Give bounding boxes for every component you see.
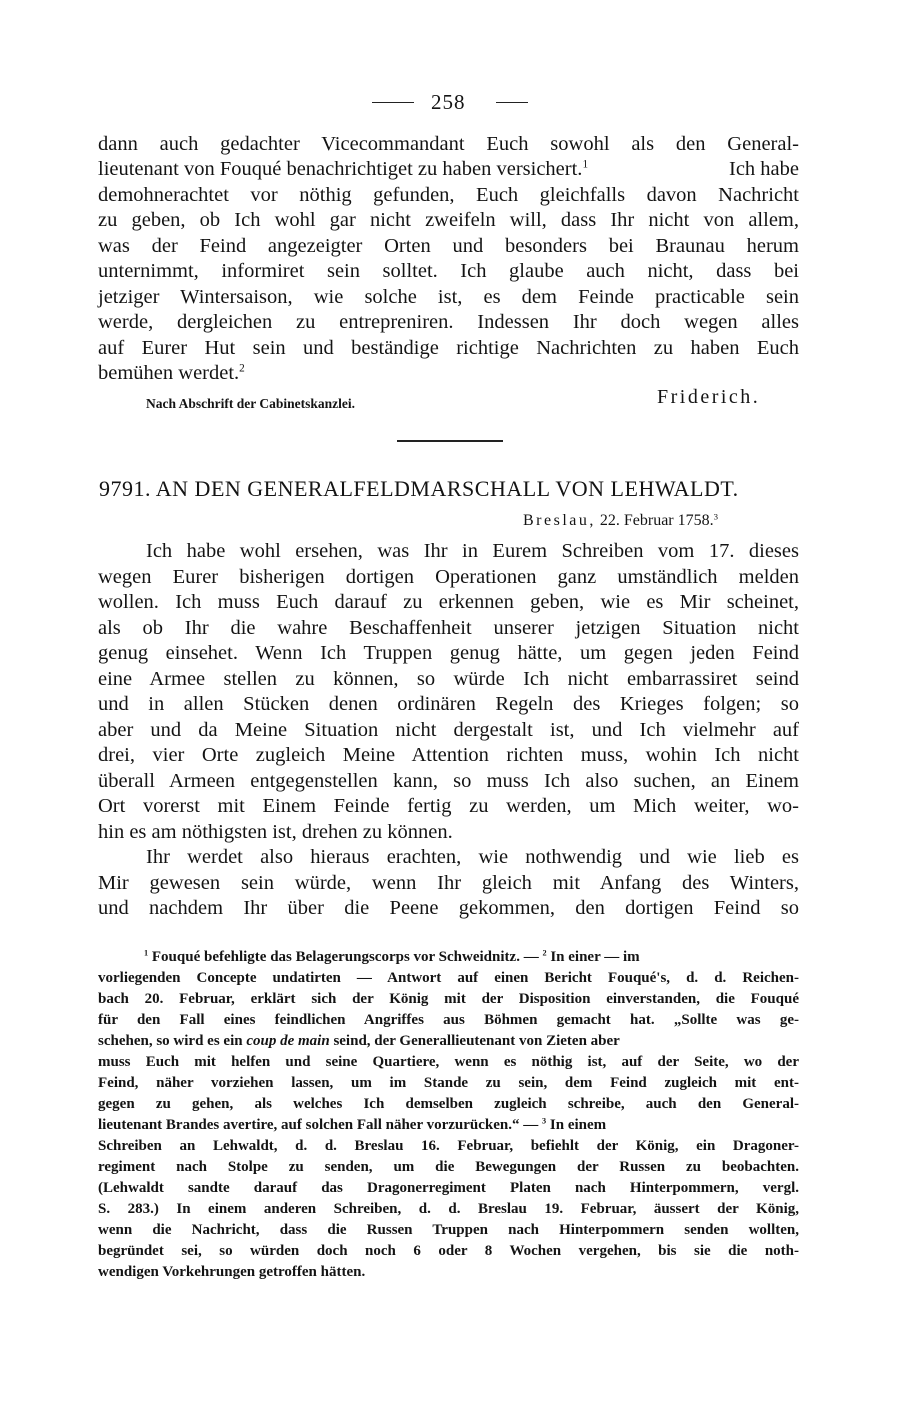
text-line: Ich habe wohl ersehen, was Ihr in Eurem Schreiben vom 17. dieses [146, 540, 799, 562]
text-line: und nachdem Ihr über die Peene gekommen, den dortigen Feind so [98, 897, 799, 919]
footnote-line: wenn die Nachricht, dass die Russen Truppen nach Hinterpommern senden wollten, [98, 1222, 799, 1238]
header-dash-left [372, 102, 414, 103]
text-line: und in allen Stücken denen ordinären Regeln des Krieges folgen; so [98, 693, 799, 715]
text-line: als ob Ihr die wahre Beschaffenheit unserer jetzigen Situation nicht [98, 617, 799, 639]
text-line: überall Armeen entgegenstellen kann, so muss Ich also suchen, an Einem [98, 770, 799, 792]
source-note: Nach Abschrift der Cabinetskanzlei. [146, 396, 356, 411]
text-line: zu geben, ob Ich wohl gar nicht zweifeln will, dass Ihr nicht von allem, [98, 209, 799, 231]
text-line: aber und da Meine Situation nicht dergestalt ist, und Ich vielmehr auf [98, 719, 799, 741]
text-line: wollen. Ich muss Euch darauf zu erkennen geben, wie es Mir scheinet, [98, 591, 799, 613]
text-line: jetziger Wintersaison, wie solche ist, es dem Feinde practicable sein [98, 286, 799, 308]
text-line: was der Feind angezeigter Orten und besonders bei Braunau herum [98, 235, 799, 257]
letter-heading: 9791. AN DEN GENERALFELDMARSCHALL VON LEHWALDT. [99, 476, 739, 501]
footnote-line: S. 283.) In einem anderen Schreiben, d. d. Breslau 19. Februar, äussert der König, [98, 1201, 799, 1217]
footnote-line: lieutenant Brandes avertire, auf solchen Fall näher vorzurücken.“ — $^3$ In einem [98, 1116, 607, 1133]
text-line: demohnerachtet vor nöthig gefunden, Euch gleichfalls davon Nachricht [98, 184, 799, 206]
text-line: drei, vier Orte zugleich Meine Attention richten muss, wohin Ich nicht [98, 744, 799, 766]
footnote-line: gegen zu gehen, als welches Ich demselben zugleich schreibe, auch den General- [98, 1096, 799, 1112]
footnote-line: muss Euch mit helfen und seine Quartiere, wenn es nöthig ist, auf der Seite, wo der [98, 1054, 799, 1070]
dateline [523, 512, 718, 530]
dateline-place: Breslau, [523, 512, 596, 529]
footnote-line: (Lehwaldt sandte darauf das Dragonerregiment Platen nach Hinterpommern, vergl. [98, 1180, 799, 1196]
footnote-ref: 1 [582, 158, 589, 171]
page-header [372, 90, 532, 114]
footnote-line: begründet sei, so würden doch noch 6 oder 8 Wochen vergehen, bis sie die noth- [98, 1243, 799, 1259]
footnote-marker: 2 [542, 948, 547, 958]
footnote-line: für den Fall eines feindlichen Angriffes aus Böhmen gemacht hat. „Sollte was ge- [98, 1012, 799, 1028]
text-line: genug einsehet. Wenn Ich Truppen genug hätte, um gegen jeden Feind [98, 642, 799, 664]
text-line: auf Eurer Hut sein und beständige richtige Nachrichten zu haben Euch [98, 337, 799, 359]
footnote-line: Feind, näher vorziehen lassen, um im Stande zu sein, dem Feind zugleich mit ent- [98, 1075, 799, 1091]
text-line: dann auch gedachter Vicecommandant Euch sowohl als den General- [98, 133, 799, 155]
footnote-ref: 2 [239, 362, 245, 375]
footnote-line: schehen, so wird es ein coup de main seind, der Generallieutenant von Zieten aber [98, 1033, 620, 1049]
footnote-marker: 1 [144, 948, 149, 958]
text-line: eine Armee stellen zu können, so würde Ich nicht embarrassiret seind [98, 668, 799, 690]
footnote-line: vorliegenden Concepte undatirten — Antwort auf einen Bericht Fouqué's, d. d. Reichen- [98, 970, 799, 986]
text-line: werde, dergleichen zu entrepreniren. Indessen Ihr doch wegen alles [98, 311, 799, 333]
section-divider [397, 440, 503, 442]
footnote-line: regiment nach Stolpe zu senden, um die Bewegungen der Russen zu beobachten. [98, 1159, 799, 1175]
footnote-line: bach 20. Februar, erklärt sich der König mit der Disposition einverstanden, die Fouqué [98, 991, 799, 1007]
footnote-line: wendigen Vorkehrungen getroffen hätten. [98, 1264, 366, 1280]
text-line: hin es am nöthigsten ist, drehen zu können. [98, 821, 453, 843]
header-dash-right [496, 102, 528, 103]
italic-phrase: coup de main [246, 1033, 330, 1049]
footnote-ref: 3 [713, 511, 719, 522]
text-line: Ihr werdet also hieraus erachten, wie nothwendig und wie lieb es [146, 846, 799, 868]
text-line: Ort vorerst mit Einem Feinde fertig zu werden, um Mich weiter, wo- [98, 795, 799, 817]
text-line: wegen Eurer bisherigen dortigen Operationen ganz umständlich melden [98, 566, 799, 588]
text-line: bemühen werdet.$^2$ [98, 362, 245, 384]
text-line: unternimmt, informiret sein solltet. Ich glaube auch nicht, dass bei [98, 260, 799, 282]
text-line: Mir gewesen sein würde, wenn Ihr gleich mit Anfang des Winters, [98, 872, 799, 894]
footnote-line: Schreiben an Lehwaldt, d. d. Breslau 16. Februar, befiehlt der König, ein Dragoner- [98, 1138, 799, 1154]
signature: Friderich. [657, 386, 761, 408]
page-number: 258 [431, 90, 466, 114]
footnote-marker: 3 [542, 1116, 547, 1126]
text-line: lieutenant von Fouqué benachrichtiget zu haben versichert.$^1$ Ich habe [98, 158, 799, 180]
footnote-line: $^1$ Fouqué befehligte das Belagerungscorps vor Schweidnitz. — $^2$ In einer — im [144, 948, 640, 965]
dateline-date: 22. Februar 1758. [599, 512, 714, 529]
